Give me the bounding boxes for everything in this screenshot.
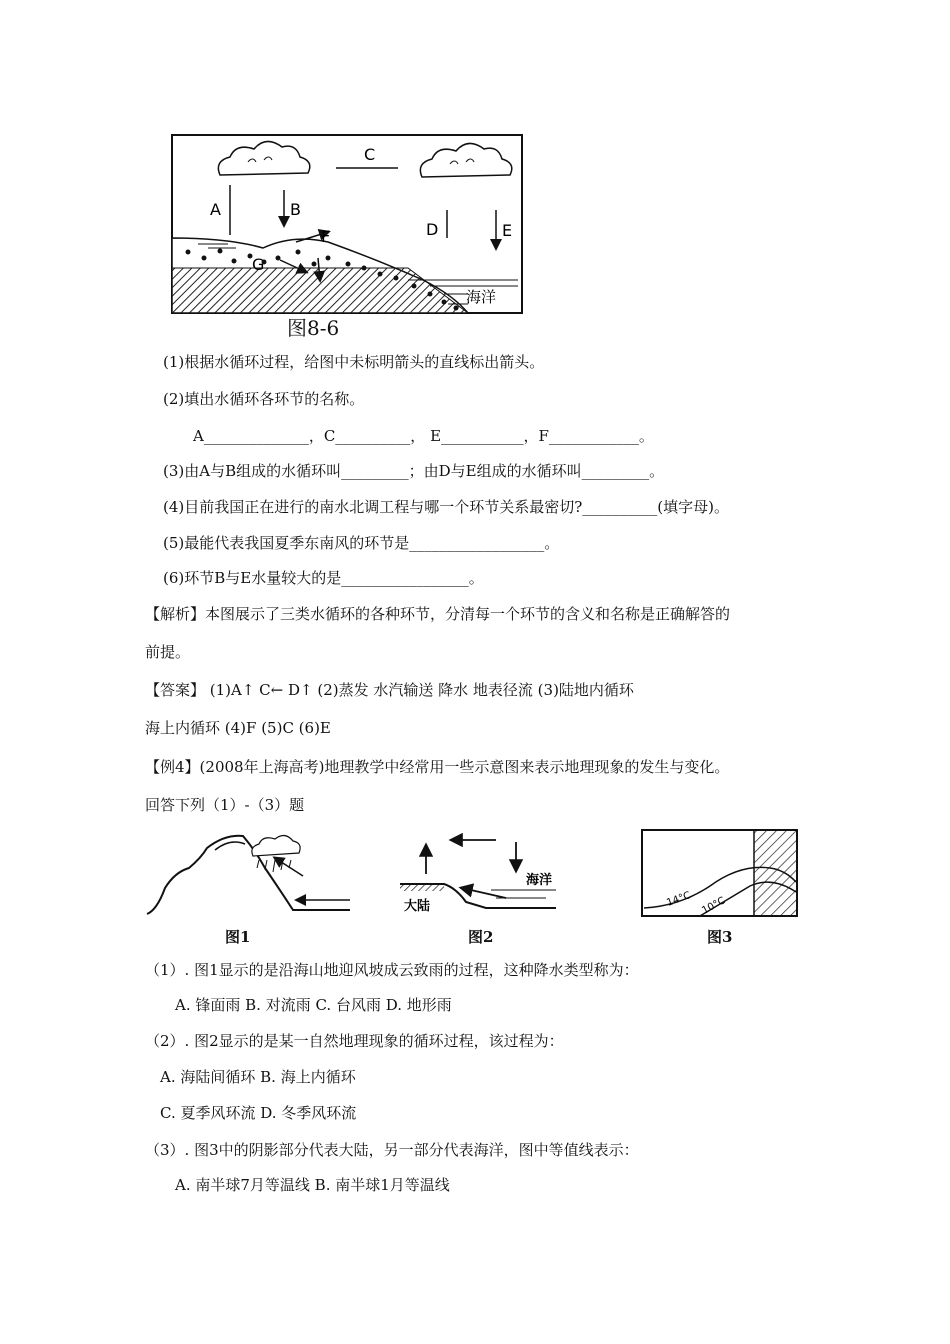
figure-1-mountain bbox=[145, 828, 355, 918]
sub-question-1-options: A. 锋面雨 B. 对流雨 C. 台风雨 D. 地形雨 bbox=[175, 996, 452, 1014]
label-a: A bbox=[210, 200, 221, 219]
figure-2-circulation bbox=[396, 828, 566, 918]
label-g: G bbox=[252, 255, 265, 274]
label-f: F bbox=[321, 227, 331, 246]
raincloud-icon bbox=[252, 835, 300, 856]
question-1: (1)根据水循环过程，给图中未标明箭头的直线标出箭头。 bbox=[163, 353, 545, 371]
figure-3-isotherms bbox=[640, 828, 800, 920]
question-2-fill: A______________，C__________， E___________，F____________。 bbox=[193, 427, 654, 445]
question-6: (6)环节B与E水量较大的是_________________。 bbox=[163, 569, 484, 587]
answer-line-1: 【答案】 (1)A↑ C← D↑ (2)蒸发 水汽输送 降水 地表径流 (3)陆地内循环 bbox=[145, 681, 634, 699]
sub-question-2: （2）. 图2显示的是某一自然地理现象的循环过程，该过程为： bbox=[145, 1032, 564, 1050]
question-4: (4)目前我国正在进行的南水北调工程与哪一个环节关系最密切?__________(填字母)。 bbox=[163, 498, 729, 516]
label-e: E bbox=[502, 221, 513, 240]
analysis-line-1: 【解析】本图展示了三类水循环的各种环节，分清每一个环节的含义和名称是正确解答的 bbox=[145, 605, 731, 623]
figure-8-6-caption: 图8-6 bbox=[287, 316, 340, 340]
question-2: (2)填出水循环各环节的名称。 bbox=[163, 390, 365, 408]
label-d: D bbox=[426, 220, 439, 239]
label-ocean-fig2: 海洋 bbox=[526, 873, 553, 888]
isotherm-10: 10°C bbox=[700, 895, 728, 917]
label-land: 大陆 bbox=[404, 899, 431, 914]
figure-3-caption: 图3 bbox=[707, 928, 733, 946]
figure-8-6-water-cycle bbox=[168, 130, 528, 345]
sub-question-2-options-2: C. 夏季风环流 D. 冬季风环流 bbox=[160, 1104, 357, 1122]
figure-2-caption: 图2 bbox=[468, 928, 494, 946]
label-c: C bbox=[364, 145, 376, 164]
question-5: (5)最能代表我国夏季东南风的环节是__________________。 bbox=[163, 534, 560, 552]
label-ocean: 海洋 bbox=[466, 288, 497, 306]
sub-question-1: （1）. 图1显示的是沿海山地迎风坡成云致雨的过程，这种降水类型称为： bbox=[145, 961, 639, 979]
answer-line-2: 海上内循环 (4)F (5)C (6)E bbox=[145, 719, 331, 737]
figure-1-caption: 图1 bbox=[225, 928, 251, 946]
isotherm-14: 14°C bbox=[665, 890, 693, 909]
question-3: (3)由A与B组成的水循环叫_________；由D与E组成的水循环叫_________。 bbox=[163, 462, 665, 480]
analysis-line-2: 前提。 bbox=[145, 643, 191, 661]
sub-question-2-options-1: A. 海陆间循环 B. 海上内循环 bbox=[160, 1068, 356, 1086]
label-b: B bbox=[290, 200, 301, 219]
sub-question-3-options: A. 南半球7月等温线 B. 南半球1月等温线 bbox=[175, 1176, 450, 1194]
sub-question-3: （3）. 图3中的阴影部分代表大陆，另一部分代表海洋，图中等值线表示： bbox=[145, 1141, 639, 1159]
example-4-line-1: 【例4】(2008年上海高考)地理教学中经常用一些示意图来表示地理现象的发生与变化。 bbox=[145, 758, 730, 776]
example-4-line-2: 回答下列（1）-（3）题 bbox=[145, 796, 305, 814]
